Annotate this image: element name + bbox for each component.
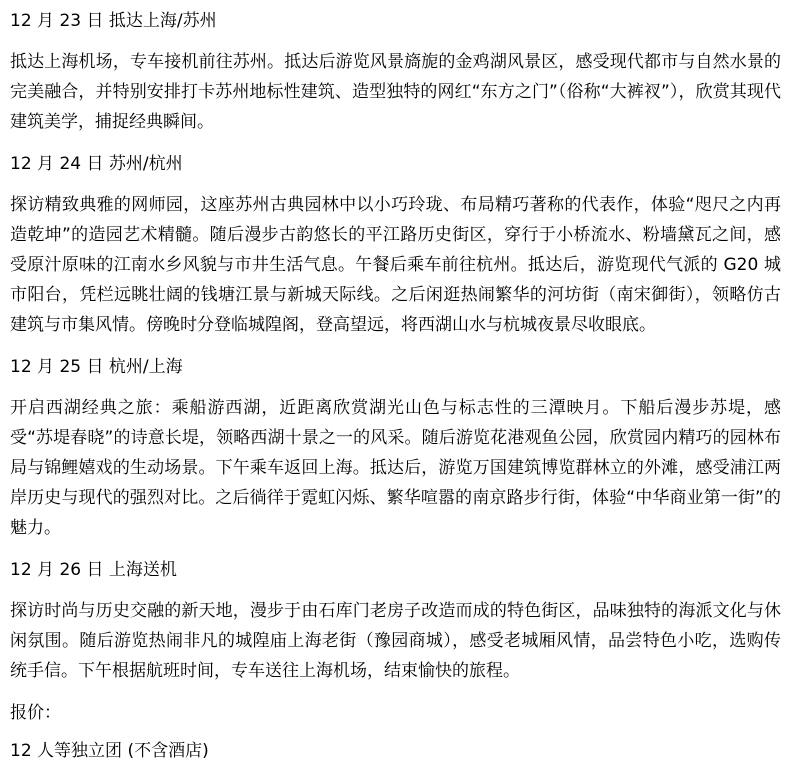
day-description-dec25: 开启西湖经典之旅：乘船游西湖，近距离欣赏湖光山色与标志性的三潭映月。下船后漫步苏堤，感受“苏堤春晓”的诗意长堤，领略西湖十景之一的风采。随后游览花港观鱼公园，欣赏园内精巧的园林布局与锦鲤嬉戏的生动场景。下午乘车返回上海。抵达后，游览万国建筑博览群林立的外滩，感受浦江两岸历史与现代的强烈对比。之后徜徉于霓虹闪烁、繁华喧嚣的南京路步行街，体验“中华商业第一街”的魅力。 (10, 398, 781, 538)
day-heading-dec23: 12 月 23 日 抵达上海/苏州 (10, 11, 217, 31)
group-pricing-note: 12 人等独立团 (不含酒店) (10, 741, 209, 761)
day-description-dec26: 探访时尚与历史交融的新天地，漫步于由石库门老房子改造而成的特色街区，品味独特的海派文化与休闲氛围。随后游览热闹非凡的城隍庙上海老街（豫园商城），感受老城厢风情，品尝特色小吃，选购传统手信。下午根据航班时间，专车送往上海机场，结束愉快的旅程。 (10, 601, 781, 681)
day-heading-dec25: 12 月 25 日 杭州/上海 (10, 357, 183, 377)
day-description-dec23: 抵达上海机场，专车接机前往苏州。抵达后游览风景旖旎的金鸡湖风景区，感受现代都市与自然水景的完美融合，并特别安排打卡苏州地标性建筑、造型独特的网红“东方之门”（俗称“大裤衩”），欣赏其现代建筑美学，捕捉经典瞬间。 (10, 52, 781, 132)
quote-label: 报价： (10, 703, 61, 723)
day-heading-dec24: 12 月 24 日 苏州/杭州 (10, 154, 183, 174)
day-description-dec24: 探访精致典雅的网师园，这座苏州古典园林中以小巧玲珑、布局精巧著称的代表作，体验“咫尺之内再造乾坤”的造园艺术精髓。随后漫步古韵悠长的平江路历史街区，穿行于小桥流水、粉墙黛瓦之间，感受原汁原味的江南水乡风貌与市井生活气息。午餐后乘车前往杭州。抵达后，游览现代气派的 G20 城市阳台，凭栏远眺壮阔的钱塘江景与新城天际线。之后闲逛热闹繁华的河坊街（南宋御街），领略仿古建筑与市集风情。傍晚时分登临城隍阁，登高望远，将西湖山水与杭城夜景尽收眼底。 (10, 195, 781, 335)
day-heading-dec26: 12 月 26 日 上海送机 (10, 560, 177, 580)
